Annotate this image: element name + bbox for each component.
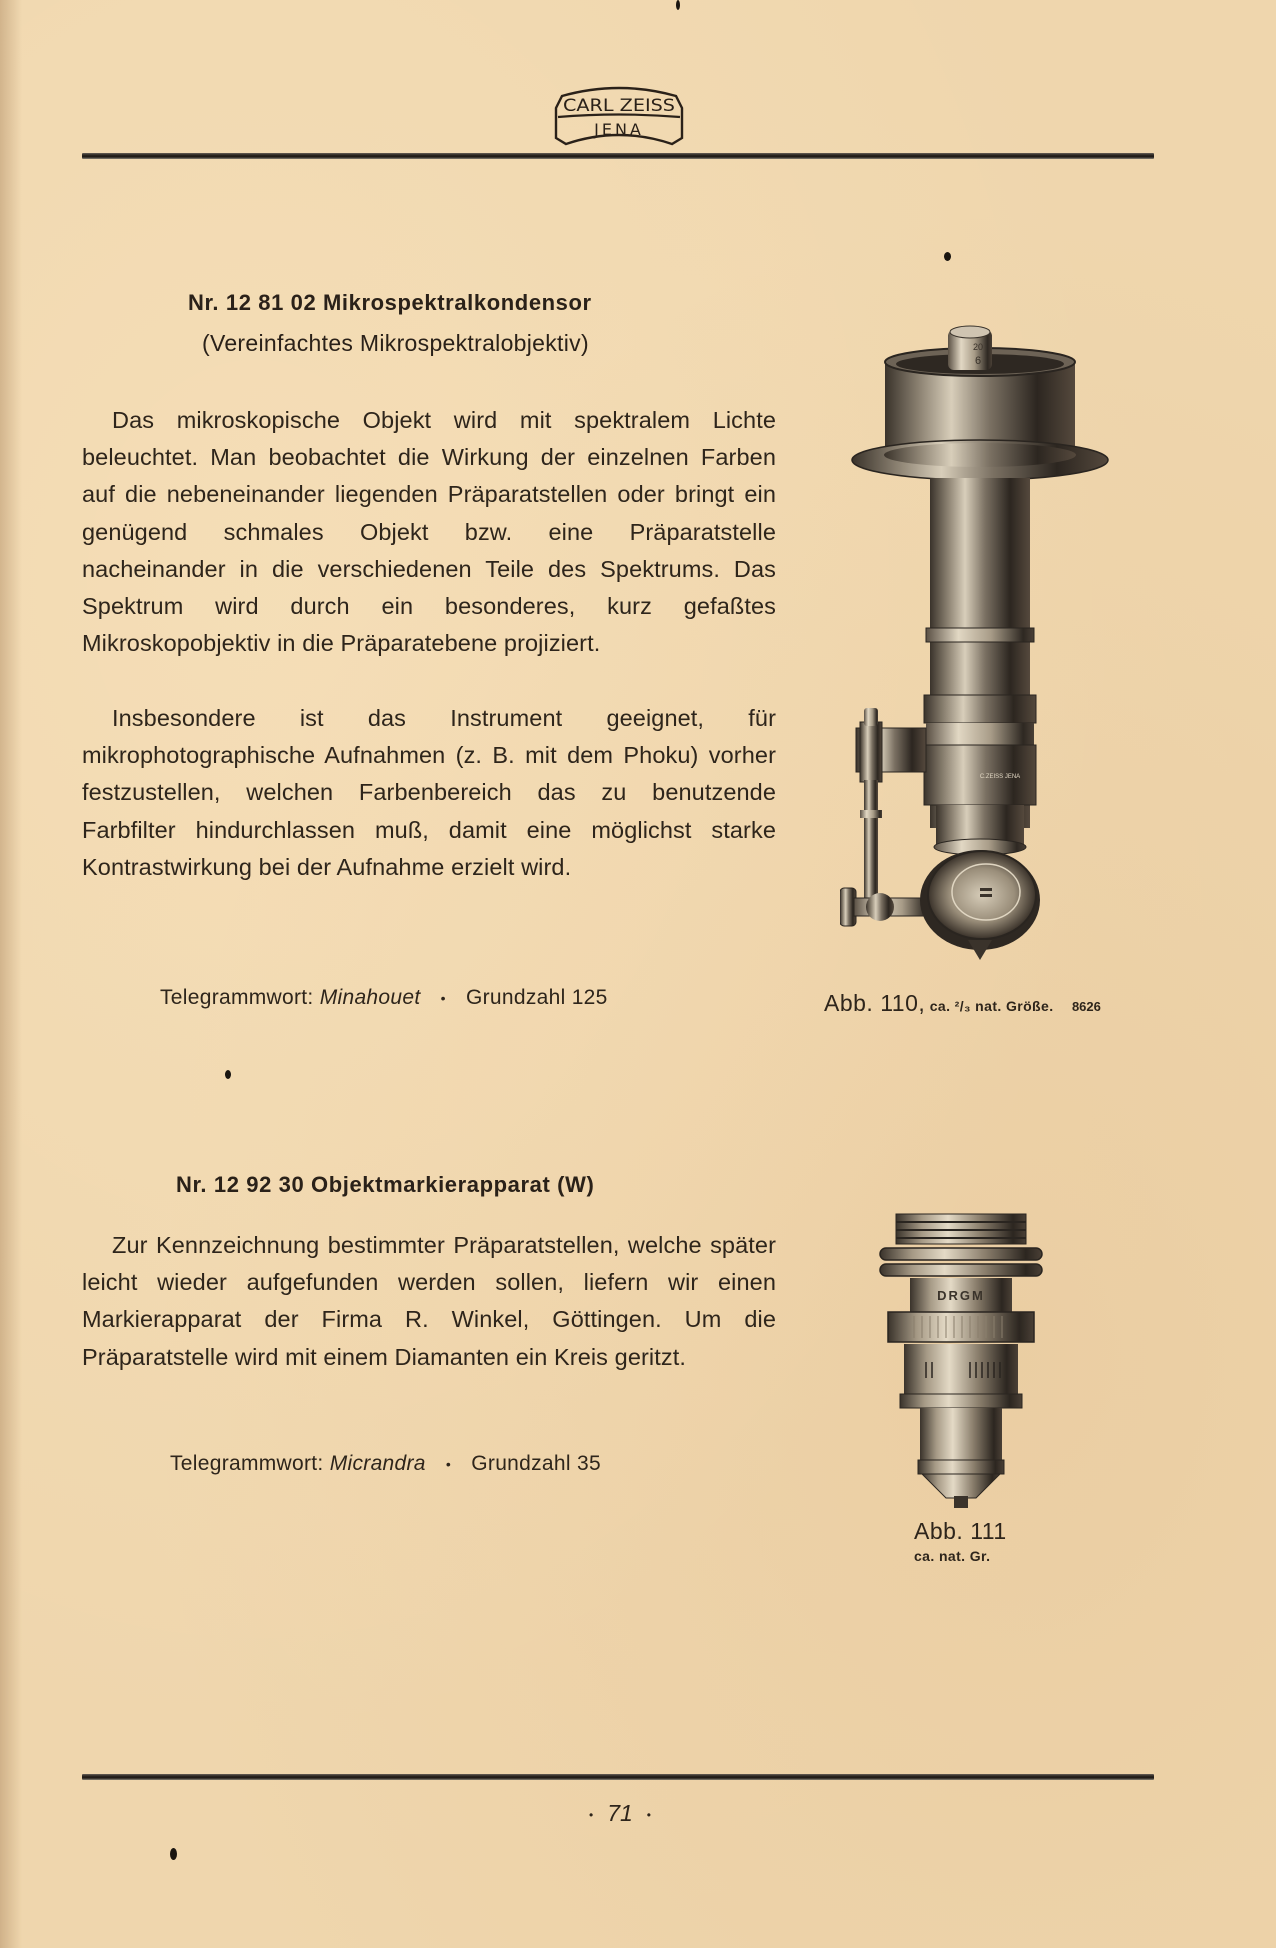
logo-line1: CARL ZEISS	[563, 96, 675, 116]
engraving-drgm: DRGM	[937, 1288, 985, 1303]
figure-110-caption	[824, 990, 1101, 1017]
section1-paragraph-1-text: Das mikroskopische Objekt wird mit spektralem Lichte beleuchtet. Man beobachtet die Wirkung der einzelnen Farben auf die nebeneinander liegenden Präparatstellen oder bringt ein genügend schmales Objekt bzw. eine Präparatstelle nacheinander in die verschiedenen Teile des Spektrums. Das Spektrum wird durch ein besonderes, kurz gefaßtes Mikroskopobjektiv in die Präparatebene projiziert.	[82, 407, 776, 657]
page-gutter-shadow	[0, 0, 22, 1948]
separator-dot: •	[440, 990, 446, 1007]
telegram-label: Telegrammwort:	[160, 986, 314, 1009]
section1-telegram-line	[160, 986, 608, 1010]
caption-main: Abb. 110,	[824, 990, 926, 1016]
separator-dot: •	[445, 1456, 452, 1473]
caption-main: Abb. 111	[914, 1518, 1007, 1544]
microspectral-condenser-illustration	[840, 320, 1120, 980]
page-number	[560, 1800, 680, 1827]
section2-heading: Nr. 12 92 30 Objektmarkierapparat (W)	[176, 1172, 595, 1197]
grundzahl: Grundzahl 35	[471, 1452, 601, 1475]
footer-rule	[82, 1774, 1154, 1780]
carl-zeiss-jena-logo	[552, 82, 686, 148]
engraving-6: 6	[974, 355, 982, 367]
section2-paragraph-1	[82, 1227, 776, 1376]
engraving-zeiss: C.ZEISS JENA	[979, 774, 1021, 780]
engraving-20: 20	[972, 342, 984, 352]
section1-paragraph-2-text: Insbesondere ist das Instrument geeignet, für mikrophotographische Aufnahmen (z. B. mit dem Phoku) vorher festzustellen, welchen Farbenbereich das zu benutzende Farbfilter hindurchlassen muß, damit eine möglichst starke Kontrastwirkung bei der Aufnahme erzielt wird.	[82, 705, 776, 880]
ink-speck	[225, 1070, 231, 1079]
section1-subheading: (Vereinfachtes Mikrospektralobjektiv)	[202, 330, 589, 356]
section1-paragraph-1	[82, 402, 776, 662]
logo-line2: JENA	[594, 120, 644, 139]
page-number-dot-left: •	[589, 1807, 594, 1822]
section1-heading: Nr. 12 81 02 Mikrospektralkondensor	[188, 290, 592, 315]
telegram-word: Minahouet	[319, 986, 421, 1009]
figure-111-caption-detail-line	[914, 1548, 990, 1566]
grundzahl: Grundzahl 125	[465, 986, 608, 1009]
ink-speck	[676, 0, 680, 10]
section2-paragraph-1-text: Zur Kennzeichnung bestimmter Präparatstellen, welche später leicht wieder aufgefunden werden sollen, liefern wir einen Markierapparat der Firma R. Winkel, Göttingen. Um die Präparatstelle wird mit einem Diamanten ein Kreis geritzt.	[82, 1232, 776, 1370]
caption-detail: ca. nat. Gr.	[914, 1548, 991, 1564]
header-rule	[82, 153, 1154, 159]
ink-speck	[170, 1848, 177, 1860]
page-number-dot-right: •	[646, 1807, 651, 1822]
telegram-word: Micrandra	[329, 1452, 426, 1475]
object-marker-illustration	[874, 1206, 1048, 1512]
section1-paragraph-2	[82, 700, 776, 886]
caption-number: 8626	[1071, 999, 1101, 1014]
figure-111-caption-main-line	[914, 1518, 1007, 1545]
page-number-text: 71	[607, 1800, 633, 1826]
ink-speck	[944, 252, 951, 261]
section2-telegram-line	[170, 1452, 601, 1476]
telegram-label: Telegrammwort:	[170, 1452, 324, 1475]
caption-detail: ca. ²/₃ nat. Größe.	[929, 998, 1054, 1014]
